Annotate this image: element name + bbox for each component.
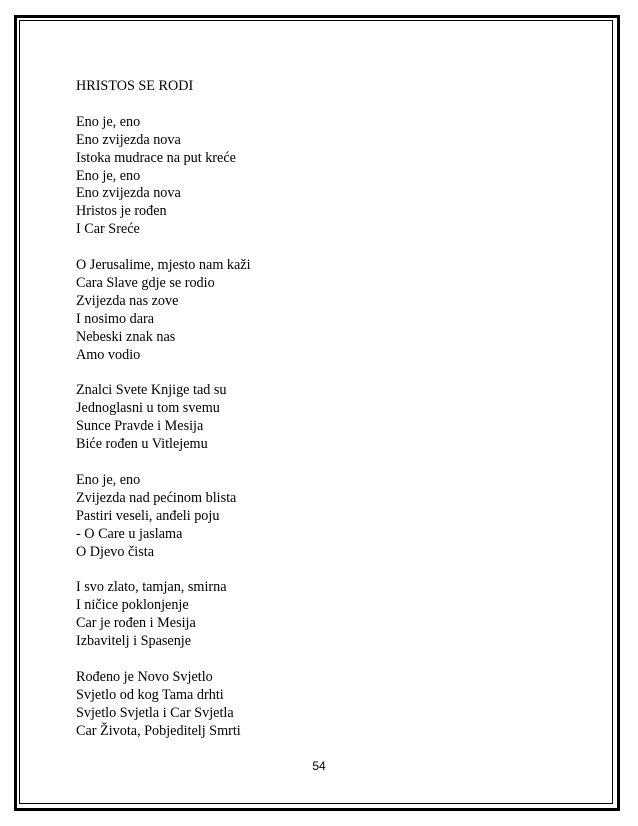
poem-line: Sunce Pravde i Mesija <box>76 418 204 435</box>
poem-line: I ničice poklonjenje <box>76 597 189 614</box>
stanza-5 <box>76 579 556 651</box>
poem-line: Svjetlo Svjetla i Car Svjetla <box>76 704 234 721</box>
poem-line: Hristos je rođen <box>76 203 167 220</box>
poem-line: I nosimo dara <box>76 310 155 327</box>
poem-line: Svjetlo od kog Tama drhti <box>76 686 224 703</box>
poem-line: O Djevo čista <box>76 543 155 560</box>
poem-line: Jednoglasni u tom svemu <box>76 400 220 417</box>
poem-line: Zvijezda nad pećinom blista <box>76 489 237 506</box>
poem-line: Car je rođen i Mesija <box>76 615 196 632</box>
poem-title: HRISTOS SE RODI <box>76 78 194 94</box>
stanza-1 <box>76 114 556 239</box>
poem-line: Eno je, eno <box>76 471 141 488</box>
poem-line: Pastiri veseli, anđeli poju <box>76 507 220 524</box>
poem-line: I Car Sreće <box>76 221 140 238</box>
poem <box>76 78 556 758</box>
poem-line: Cara Slave gdje se rodio <box>76 274 215 291</box>
poem-line: Izbavitelj i Spasenje <box>76 633 192 650</box>
poem-line: Zvijezda nas zove <box>76 292 179 309</box>
poem-line: O Jerusalime, mjesto nam kaži <box>76 257 251 274</box>
stanza-2 <box>76 257 556 364</box>
poem-line: Istoka mudrace na put kreće <box>76 149 236 166</box>
poem-line: Rođeno je Novo Svjetlo <box>76 668 213 685</box>
poem-line: - O Care u jaslama <box>76 525 183 542</box>
poem-line: Eno zvijezda nova <box>76 131 181 148</box>
poem-line: Eno je, eno <box>76 113 141 130</box>
poem-line: Znalci Svete Knjige tad su <box>76 382 227 399</box>
stanza-4 <box>76 472 556 562</box>
poem-line: Eno zvijezda nova <box>76 185 181 202</box>
poem-line: Eno je, eno <box>76 167 141 184</box>
poem-line: Biće rođen u Vitlejemu <box>76 436 208 453</box>
page-number: 54 <box>312 759 326 773</box>
poem-line: Nebeski znak nas <box>76 328 176 345</box>
poem-line: I svo zlato, tamjan, smirna <box>76 579 227 596</box>
stanza-3 <box>76 382 556 454</box>
poem-line: Amo vodio <box>76 346 141 363</box>
poem-line: Car Života, Pobjeditelj Smrti <box>76 722 241 739</box>
stanza-6 <box>76 669 556 741</box>
